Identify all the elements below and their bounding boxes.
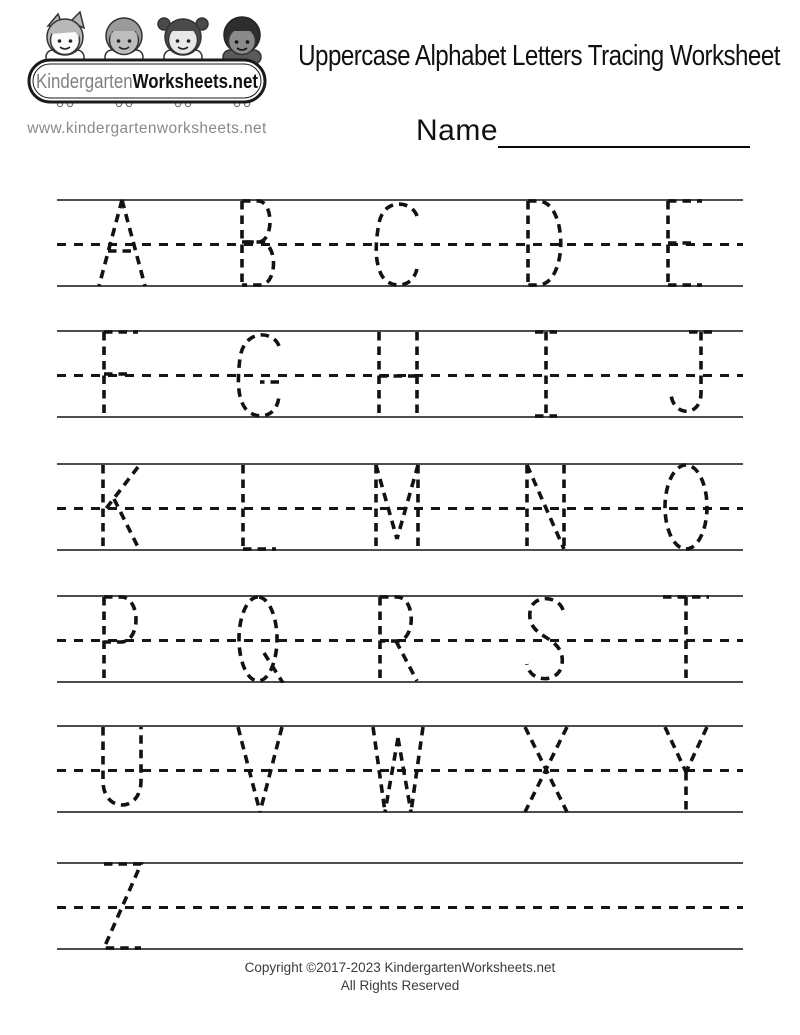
trace-letter-P [92, 595, 152, 683]
name-blank-line [498, 114, 750, 148]
trace-letter-R [368, 595, 428, 683]
trace-letter-H [368, 330, 428, 418]
trace-letter-L [230, 463, 290, 551]
logo-brand-first: Kindergarten [36, 71, 151, 93]
trace-letter-K [92, 463, 152, 551]
trace-letter-C [368, 199, 428, 287]
writing-line-middle-dashed [57, 906, 743, 909]
trace-letter-Z [92, 862, 152, 950]
trace-letter-A [92, 199, 152, 287]
trace-row-1 [0, 199, 800, 289]
logo [26, 8, 268, 110]
name-field-row [416, 114, 750, 148]
trace-letter-V [230, 725, 290, 813]
page-title: Uppercase Alphabet Letters Tracing Worksheet [298, 38, 780, 72]
girl-pigtails-light-icon [46, 12, 84, 64]
writing-line-top [57, 862, 743, 864]
rights-text: All Rights Reserved [340, 978, 460, 993]
trace-letter-X [516, 725, 576, 813]
trace-letter-I [516, 330, 576, 418]
name-label: Name [416, 114, 499, 147]
trace-letter-E [656, 199, 716, 287]
trace-letter-F [92, 330, 152, 418]
trace-letter-B [230, 199, 290, 287]
trace-letter-T [656, 595, 716, 683]
trace-row-2 [0, 330, 800, 420]
website-url: www.kindergartenworksheets.net [27, 120, 267, 137]
writing-line-bottom [57, 948, 743, 950]
trace-row-5 [0, 725, 800, 815]
trace-row-3 [0, 463, 800, 553]
trace-letter-U [92, 725, 152, 813]
trace-letter-Q [230, 595, 290, 683]
girl-pigtails-dark-icon [158, 18, 208, 64]
trace-letter-Y [656, 725, 716, 813]
trace-letter-N [516, 463, 576, 551]
footer [0, 959, 800, 995]
trace-letter-J [656, 330, 716, 418]
trace-letter-M [368, 463, 428, 551]
boy-gray-hair-icon [105, 18, 143, 64]
trace-letter-G [230, 330, 290, 418]
trace-letter-D [516, 199, 576, 287]
trace-row-6 [0, 862, 800, 952]
copyright-text: Copyright ©2017-2023 KindergartenWorksheets.net [244, 960, 556, 975]
trace-letter-S [516, 595, 576, 683]
boy-curly-dark-icon [223, 17, 261, 64]
logo-kids-image [26, 8, 268, 110]
logo-brand-text [36, 71, 268, 93]
trace-letter-O [656, 463, 716, 551]
trace-row-4 [0, 595, 800, 685]
logo-brand-second: Worksheets.net [132, 71, 268, 93]
trace-letter-W [368, 725, 428, 813]
